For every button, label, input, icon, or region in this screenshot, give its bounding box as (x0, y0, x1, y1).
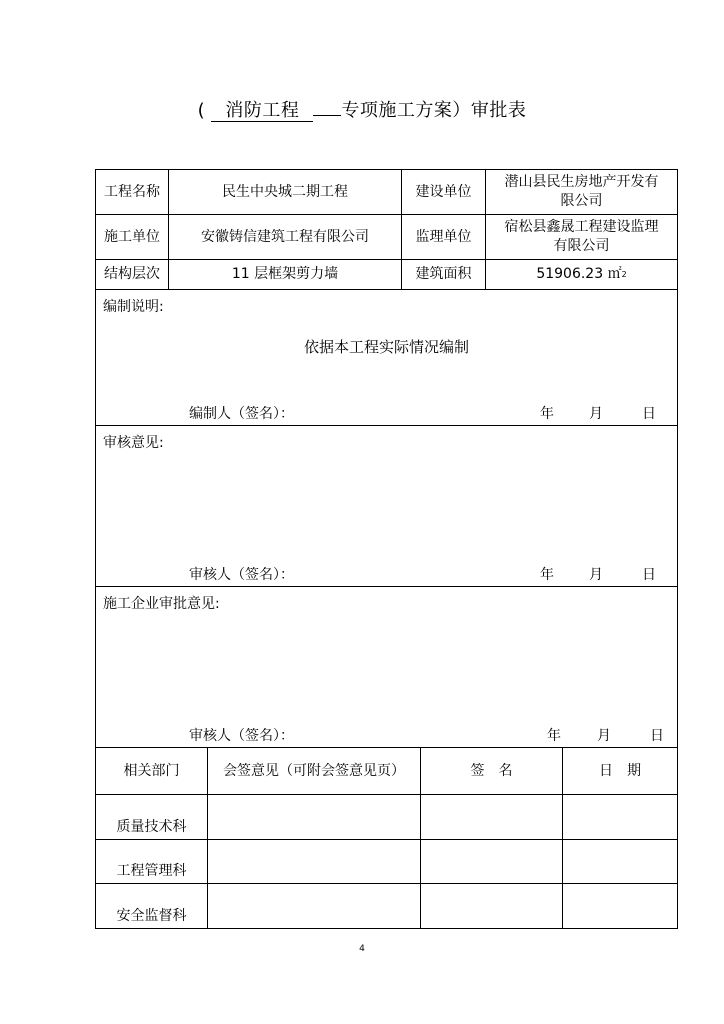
title-underline-tail (313, 115, 341, 116)
compile-signer: 编制人（签名）： (189, 406, 294, 422)
info-row-1 (96, 170, 677, 215)
approval-section (96, 587, 677, 748)
signature-cell (421, 884, 563, 928)
supervisor-value: 宿松县鑫晟工程建设监理有限公司 (504, 219, 659, 254)
header-date: 日 期 (599, 762, 641, 779)
project-name-label: 工程名称 (96, 170, 169, 214)
opinion-cell (208, 795, 421, 839)
department-name: 工程管理科 (96, 840, 208, 883)
header-opinion: 会签意见（可附会签意见页） (208, 748, 421, 794)
area-label: 建筑面积 (402, 260, 486, 289)
approval-month: 月 (597, 728, 611, 744)
structure-value: 11 层框架剪力墙 (169, 260, 402, 289)
department-name: 质量技术科 (96, 795, 208, 839)
review-year: 年 (540, 567, 554, 583)
header-department: 相关部门 (96, 748, 208, 794)
date-cell (563, 840, 677, 883)
approval-year: 年 (547, 728, 561, 744)
opinion-cell (208, 840, 421, 883)
signature-cell (421, 840, 563, 883)
approval-table (95, 169, 678, 929)
contractor-label: 施工单位 (96, 215, 169, 259)
area-value: 51906.23 ㎡ (536, 266, 622, 282)
table-row (96, 795, 677, 840)
project-name-value: 民生中央城二期工程 (169, 170, 402, 214)
date-cell (563, 795, 677, 839)
table-row (96, 884, 677, 928)
compile-body: 依据本工程实际情况编制 (303, 338, 469, 356)
department-name: 安全监督科 (96, 884, 208, 928)
review-signer: 审核人（签名）： (189, 567, 294, 583)
page-title (0, 96, 724, 122)
title-open-paren: ( (197, 100, 206, 121)
approval-day: 日 (650, 728, 664, 744)
area-cell (486, 260, 677, 289)
page-number: 4 (359, 944, 365, 954)
area-superscript: 2 (621, 270, 627, 279)
approval-signer: 审核人（签名）： (189, 728, 294, 744)
header-signature: 签 名 (421, 748, 563, 794)
review-month: 月 (589, 567, 603, 583)
signature-cell (421, 795, 563, 839)
date-cell (563, 884, 677, 928)
title-project-type: 消防工程 (211, 101, 313, 122)
info-row-3 (96, 260, 677, 290)
countersign-header-row (96, 748, 677, 795)
compile-label: 编制说明: (103, 299, 164, 315)
table-row (96, 840, 677, 884)
compile-day: 日 (642, 406, 656, 422)
info-row-2 (96, 215, 677, 260)
opinion-cell (208, 884, 421, 928)
builder-label: 建设单位 (402, 170, 486, 214)
compile-section (96, 290, 677, 426)
builder-value: 潜山县民生房地产开发有限公司 (504, 174, 659, 209)
review-label: 审核意见: (103, 435, 164, 451)
structure-label: 结构层次 (96, 260, 169, 289)
title-rest: 专项施工方案）审批表 (341, 100, 527, 121)
approval-label: 施工企业审批意见: (103, 596, 220, 612)
supervisor-label: 监理单位 (402, 215, 486, 259)
contractor-value: 安徽铸信建筑工程有限公司 (169, 215, 402, 259)
compile-month: 月 (589, 406, 603, 422)
review-day: 日 (642, 567, 656, 583)
review-section (96, 426, 677, 587)
compile-year: 年 (540, 406, 554, 422)
